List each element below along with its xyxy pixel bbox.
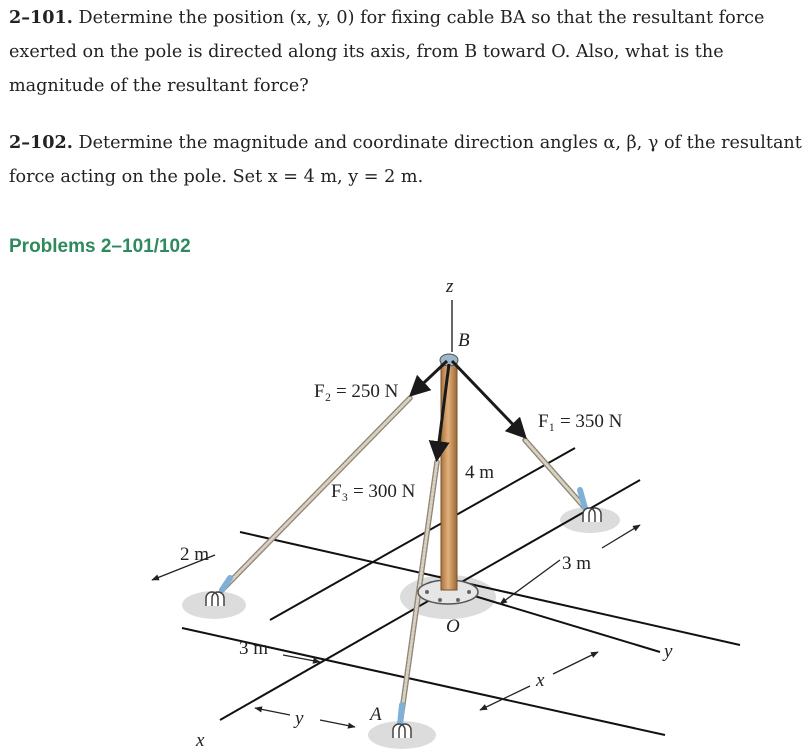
f2-label: F₂ = 250 N [314,381,399,402]
anchor-hook-left [206,592,224,606]
arrow-f1 [452,361,524,436]
f3-label: F₃ = 300 N [331,481,416,502]
f1-label: F₁ = 350 N [538,411,623,432]
rope-end-f2 [222,578,230,590]
dim-3m-right-label: 3 m [562,553,592,574]
figure-caption: Problems 2–101/102 [9,236,191,257]
x-grid-line [240,532,740,645]
anchor-hook-right [583,508,601,522]
z-axis-label: z [446,276,454,297]
dim-3m-left-label: 3 m [239,638,269,659]
point-b-label: B [458,330,470,351]
y-axis-label: y [664,641,673,662]
force-arrows [412,361,524,458]
dim-x-line-a [480,686,530,710]
dim-2m-label: 2 m [180,544,210,565]
problem-number: 2–101. [9,7,73,28]
point-a-label: A [370,704,382,725]
anchor-hook-front [393,724,411,738]
problem-number: 2–102. [9,132,73,153]
y-dim-label: y [295,708,304,729]
dim-y-line-b [320,720,355,727]
dim-y-line-a [255,708,290,715]
rope-end-f3 [400,705,402,725]
rope-f1-strands [525,440,585,508]
pole [441,360,457,590]
problem-text: Determine the position (x, y, 0) for fixing cable BA so that the resultant force exerted on the pole is directed along its axis, from B toward O. Also, what is the magnitude of the resultant force? [9,8,765,96]
ropes [222,398,585,725]
height-label: 4 m [465,462,495,483]
dim-3m-left-line [283,655,320,662]
problem-text: Determine the magnitude and coordinate direction angles α, β, γ of the resultant force acting on the pole. Set x = 4 m, y = 2 m. [9,133,802,187]
origin-label: O [446,616,460,637]
dim-x-line-b [553,652,598,674]
x-axis-label: x [196,730,205,751]
x-dim-label: x [536,670,545,691]
